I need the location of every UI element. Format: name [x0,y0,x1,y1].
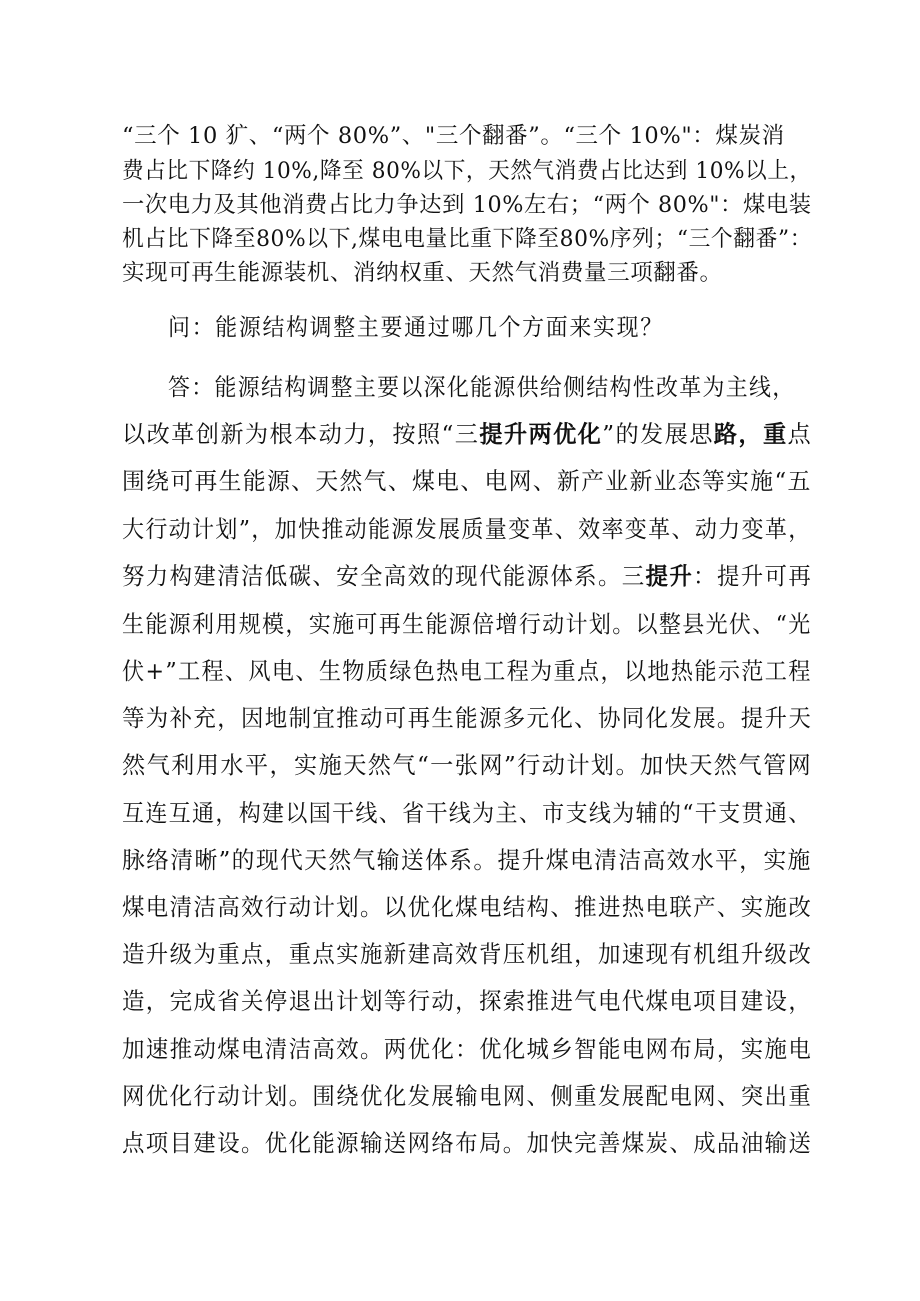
answer-line-15: 加速推动煤电清洁高效。两优化：优化城乡智能电网布局，实施电 [122,1035,813,1063]
answer-line-2 [122,420,813,448]
answer-line-2-part-f: 点 [787,420,813,448]
answer-line-12: 煤电清洁高效行动计划。以优化煤电结构、推进热电联产、实施改 [122,893,813,921]
answer-line-9: 然气利用水平，实施天然气“一张网”行动计划。加快天然气管网 [122,751,813,779]
intro-line-3: 一次电力及其他消费占比力争达到 10%左右；“两个 80%"：煤电装 [122,192,812,218]
intro-line-1: “三个 10 犷、“两个 80%”、"三个翻番”。“三个 10%"：煤炭消 [122,123,785,149]
answer-line-5-part-a: 努力构建清洁低碳、安全高效的现代能源体系。三 [122,562,646,590]
answer-line-5 [122,562,813,590]
answer-line-5-part-c: ：提升可再 [693,562,813,590]
question-heading: 问：能源结构调整主要通过哪几个方面来实现？ [168,313,664,341]
answer-line-2-bold-phrase: 提升两优化 [479,420,603,448]
answer-line-7: 伏+”工程、风电、生物质绿色热电工程为重点，以地热能示范工程 [122,657,812,685]
answer-line-2-bold-road: 路， [713,420,763,448]
answer-line-13: 造升级为重点，重点实施新建高效背压机组，加速现有机组升级改 [122,940,813,968]
answer-line-10: 互连互通，构建以国干线、省干线为主、市支线为辅的“干支贯通、 [122,799,812,827]
answer-line-6: 生能源利用规模，实施可再生能源倍增行动计划。以整县光伏、“光 [122,610,812,638]
answer-line-14: 造，完成省关停退出计划等行动，探索推进气电代煤电项目建设， [122,987,813,1015]
answer-line-2-part-a: 以改革创新为根本动力，按照“三 [122,420,480,448]
answer-line-1: 答：能源结构调整主要以深化能源供给侧结构性改革为主线， [168,373,796,401]
intro-line-4: 机占比下降至80%以下,煤电电量比重下降至80%序列；“三个翻番”： [122,226,813,252]
answer-line-5-bold-tisheng: 提升 [645,562,694,590]
intro-line-2: 费占比下降约 10%,降至 80%以下，天然气消费占比达到 10%以上， [122,158,812,184]
answer-line-3: 围绕可再生能源、天然气、煤电、电网、新产业新业态等实施“五 [122,467,812,495]
answer-line-2-bold-zhong: 重 [762,420,788,448]
answer-line-2-part-c: ”的发展思 [602,420,714,448]
answer-line-16: 网优化行动计划。围绕优化发展输电网、侧重发展配电网、突出重 [122,1082,813,1110]
answer-line-8: 等为补充，因地制宜推动可再生能源多元化、协同化发展。提升天 [122,704,813,732]
answer-line-4: 大行动计划”，加快推动能源发展质量变革、效率变革、动力变革， [122,515,812,543]
answer-line-11: 脉络清晰”的现代天然气输送体系。提升煤电清洁高效水平，实施 [122,846,812,874]
intro-line-5: 实现可再生能源装机、消纳权重、天然气消费量三项翻番。 [122,260,723,286]
answer-line-17: 点项目建设。优化能源输送网络布局。加快完善煤炭、成品油输送 [122,1129,813,1157]
